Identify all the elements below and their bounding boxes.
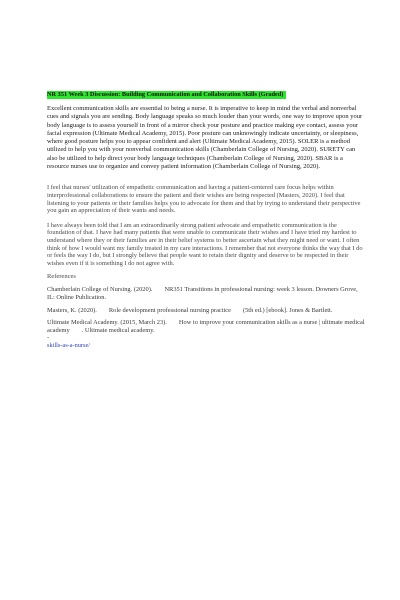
reference-dash: - — [47, 334, 50, 342]
quote-paragraph-1: I feel that nurses' utilization of empathetic communication and having a patient-centered care focus helps within interprofessional collaborations to ensure the patient and their wishes are being respected (Masters, 2020). I feel that listening to your patients or their families helps you to advocate for them and that by trying to understand their perspective you gain an appreciation of their wants and needs. — [47, 184, 361, 215]
intro-paragraph: Excellent communication skills are essential to being a nurse. It is imperative to keep in mind the verbal and nonverbal cues and signals you are sending. Body language speaks so much louder than your words, one way to improve upon your body language is to assess yourself in front of a mirror check your posture and practice making eye contact, assess your facial expression (Ultimate Medical Academy, 2015). Poor posture can unknowingly indicate uncertainty, or sleepiness, where good posture helps you to appear confident and alert (Ultimate Medical Academy, 2015). SOLER is a method utilized to help you with your nonverbal communication skills (Chamberlain College of Nursing, 2020). SURETY can also be utilized to help direct your body language techniques (Chamberlain College of Nursing, 2020). SBAR is a resource nurses use to organize and convey patient information (Chamberlain College of Nursing, 2020). — [47, 105, 363, 171]
reference-uma — [47, 319, 365, 342]
references-heading: References — [47, 273, 76, 281]
reference-publisher: . Ultimate medical academy. — [81, 326, 155, 334]
reference-masters — [47, 307, 365, 315]
reference-link[interactable]: skills-as-a-nurse/ — [47, 341, 91, 349]
reference-author: Ultimate Medical Academy. (2015, March 23). — [47, 319, 167, 327]
reference-author: Chamberlain College of Nursing. (2020). — [47, 286, 153, 294]
reference-title: Role development professional nursing practice — [108, 306, 231, 314]
quote-paragraph-2: I have always been told that I am an extraordinarily strong patient advocate and empathetic communication is the foundation of that. I have had many patients that were unable to communicate their wishes and I have tried my hardest to understand where they or their families are in their belief systems to better ascertain what they might need or want. I often think of how I would want my family treated in my care interactions. I remember that not everyone thinks the way that I do or feels the way I do, but I strongly believe that people want to retain their dignity and deserve to be respected in their wishes even if it is something I do not agree with. — [47, 221, 363, 267]
reference-author: Masters, K. (2020). — [47, 306, 97, 314]
reference-chamberlain — [47, 286, 365, 301]
document-heading: NR 351 Week 3 Discussion: Building Communication and Collaboration Skills (Graded) — [47, 91, 286, 99]
reference-publisher: (5th ed.) [ebook]. Jones & Bartlett. — [242, 306, 333, 314]
document-content — [47, 83, 365, 349]
reference-publisher: . Downers Grove, IL: Online Publication. — [47, 286, 358, 301]
reference-title: How to improve your communication skills as a nurse | ultimate medical academy — [47, 319, 365, 334]
reference-title: NR351 Transitions in professional nursing: week 3 lesson — [164, 286, 313, 294]
